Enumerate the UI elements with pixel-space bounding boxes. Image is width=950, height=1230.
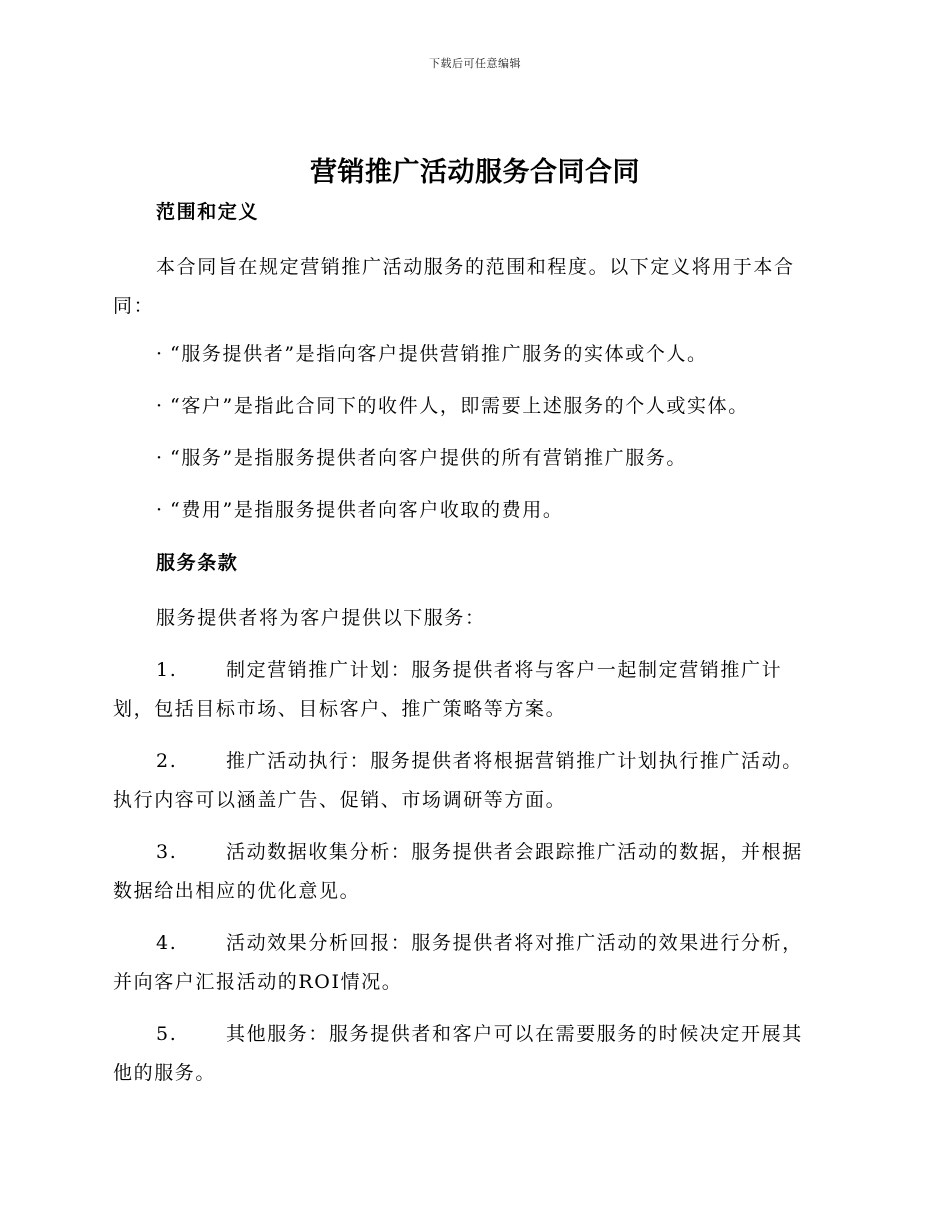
definition-bullet bbox=[113, 495, 833, 525]
service-item-number: 1. bbox=[156, 659, 178, 681]
section-heading-service-terms: 服务条款 bbox=[156, 552, 239, 574]
bullet-dot-icon: · bbox=[156, 395, 164, 417]
service-item-text: 推广活动执行：服务提供者将根据营销推广计划执行推广活动。 bbox=[226, 750, 803, 772]
definition-bullet bbox=[113, 391, 833, 421]
definition-text: “客户”是指此合同下的收件人，即需要上述服务的个人或实体。 bbox=[170, 395, 749, 417]
service-item bbox=[113, 924, 833, 1002]
bullet-dot-icon: · bbox=[156, 343, 164, 365]
service-item-text: 其他服务：服务提供者和客户可以在需要服务的时候决定开展其 bbox=[226, 1023, 803, 1045]
definition-text: “费用”是指服务提供者向客户收取的费用。 bbox=[170, 499, 564, 521]
definition-bullet bbox=[113, 339, 833, 369]
service-item-text: 活动效果分析回报：服务提供者将对推广活动的效果进行分析， bbox=[226, 932, 803, 954]
service-item-number: 3. bbox=[156, 841, 178, 863]
section-heading-scope: 范围和定义 bbox=[156, 201, 260, 223]
header-note: 下载后可任意编辑 bbox=[429, 57, 521, 70]
service-item bbox=[113, 833, 833, 911]
service-item-number: 5. bbox=[156, 1023, 178, 1045]
service-item-text-continued: 数据给出相应的优化意见。 bbox=[113, 880, 361, 902]
service-item-text-continued: 并向客户汇报活动的ROI情况。 bbox=[113, 971, 403, 993]
bullet-dot-icon: · bbox=[156, 499, 164, 521]
service-item-text-continued: 他的服务。 bbox=[113, 1062, 217, 1084]
document-title: 营销推广活动服务合同合同 bbox=[310, 157, 640, 188]
service-item-number: 2. bbox=[156, 750, 178, 772]
definition-text: “服务”是指服务提供者向客户提供的所有营销推广服务。 bbox=[170, 447, 688, 469]
document-body bbox=[113, 196, 833, 1106]
scope-intro-paragraph: 本合同旨在规定营销推广活动服务的范围和程度。以下定义将用于本合同： bbox=[113, 256, 795, 317]
service-item bbox=[113, 742, 833, 820]
service-intro-paragraph: 服务提供者将为客户提供以下服务： bbox=[156, 607, 486, 629]
definition-text: “服务提供者”是指向客户提供营销推广服务的实体或个人。 bbox=[170, 343, 708, 365]
service-item-number: 4. bbox=[156, 932, 178, 954]
service-item bbox=[113, 1015, 833, 1093]
service-item-text: 制定营销推广计划：服务提供者将与客户一起制定营销推广计 bbox=[226, 659, 783, 681]
definition-bullet bbox=[113, 443, 833, 473]
service-item-text-continued: 执行内容可以涵盖广告、促销、市场调研等方面。 bbox=[113, 789, 567, 811]
service-item-text-continued: 划，包括目标市场、目标客户、推广策略等方案。 bbox=[113, 698, 567, 720]
bullet-dot-icon: · bbox=[156, 447, 164, 469]
service-item bbox=[113, 651, 833, 729]
service-item-text: 活动数据收集分析：服务提供者会跟踪推广活动的数据，并根据 bbox=[226, 841, 803, 863]
